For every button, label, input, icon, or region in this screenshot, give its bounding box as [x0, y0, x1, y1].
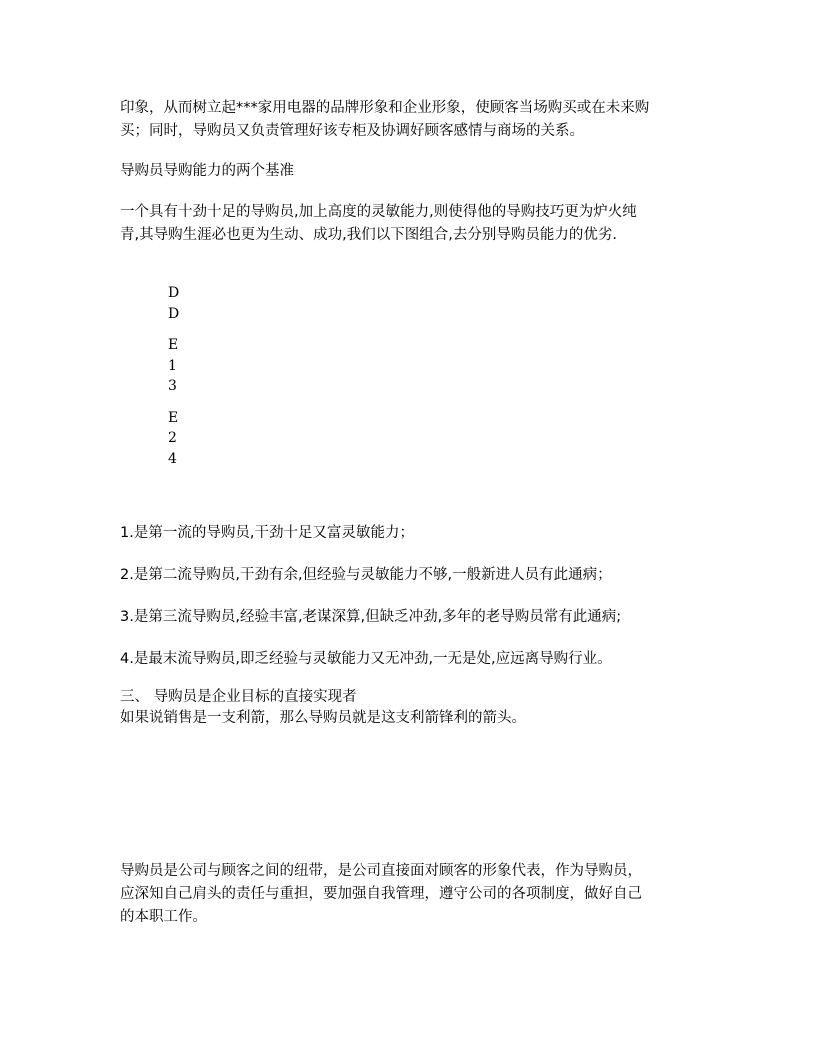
- standards-paragraph: [120, 201, 705, 247]
- diagram-label: 4: [168, 450, 177, 467]
- diagram-label: 1: [168, 357, 177, 374]
- standards-line-2: 青,其导购生涯必也更为生动、成功,我们以下图组合,去分别导购员能力的优劣.: [120, 227, 617, 243]
- section3-text: 如果说销售是一支利箭，那么导购员就是这支利箭锋利的箭头。: [120, 710, 526, 726]
- diagram-label: D: [168, 285, 180, 301]
- level-item: 1.是第一流的导购员,干劲十足又富灵敏能力；: [120, 525, 414, 541]
- intro-line-1: 印象，从而树立起***家用电器的品牌形象和企业形象，使顾客当场购买或在未来购: [120, 100, 650, 116]
- diagram-label: E: [168, 337, 179, 353]
- ability-diagram: [168, 283, 179, 469]
- closing-line-3: 的本职工作。: [120, 909, 207, 925]
- level-item: 3.是第三流导购员,经验丰富,老谋深算,但缺乏冲劲,多年的老导购员常有此通病;: [120, 609, 622, 625]
- section3: [120, 687, 705, 729]
- level-item: 2.是第二流导购员,干劲有余,但经验与灵敏能力不够,一般新进人员有此通病；: [120, 567, 612, 583]
- closing-line-2: 应深知自己肩头的责任与重担，要加强自我管理，遵守公司的各项制度，做好自己: [120, 886, 642, 902]
- intro-line-2: 买；同时，导购员又负责管理好该专柜及协调好顾客感情与商场的关系。: [120, 123, 584, 139]
- level-item: 4.是最末流导购员,即乏经验与灵敏能力又无冲劲,一无是处,应远离导购行业。: [120, 651, 612, 667]
- diagram-label: 3: [168, 378, 177, 394]
- section3-title: 三、 导购员是企业目标的直接实现者: [120, 689, 357, 705]
- intro-paragraph: [120, 97, 705, 143]
- diagram-label: E: [168, 409, 179, 426]
- heading-standards: 导购员导购能力的两个基准: [120, 163, 294, 179]
- closing-paragraph: [120, 860, 705, 929]
- diagram-label: 2: [168, 430, 177, 446]
- closing-line-1: 导购员是公司与顾客之间的纽带，是公司直接面对顾客的形象代表，作为导购员，: [120, 863, 642, 879]
- diagram-label: D: [168, 305, 180, 322]
- standards-line-1: 一个具有十劲十足的导购员,加上高度的灵敏能力,则使得他的导购技巧更为炉火纯: [120, 204, 637, 220]
